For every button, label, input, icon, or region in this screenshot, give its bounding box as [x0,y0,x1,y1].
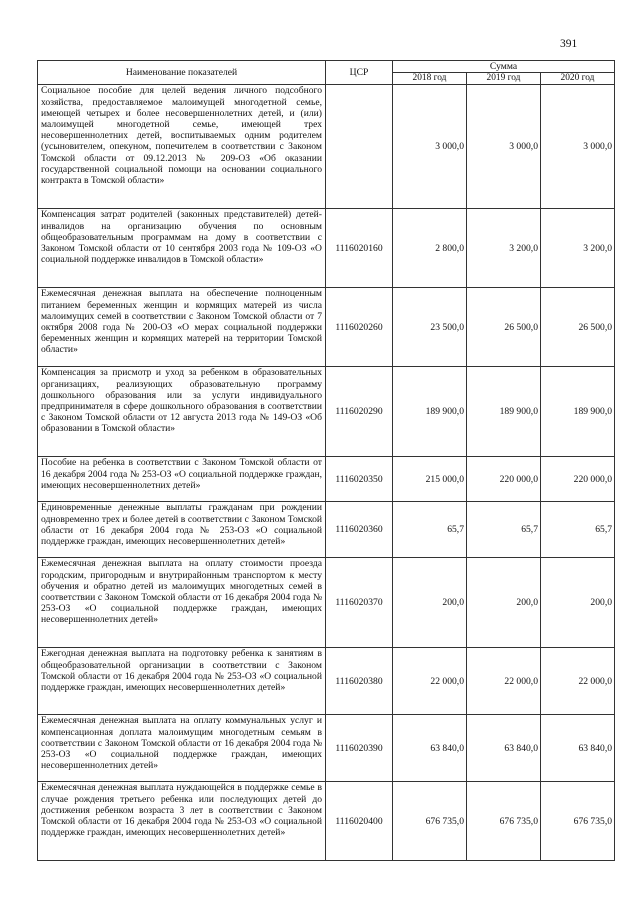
row-value-2019: 65,7 [467,502,541,558]
row-name-cell: Ежемесячная денежная выплата на оплату коммунальных услуг и компенсационная доплата малоимущим многодетным семьям в соответствии с Законом Томской области от 16 декабря 2004 года № 253-ОЗ «О социальной поддержке граждан, имеющих несовершеннолетних детей» [38,715,326,782]
row-csr-cell: 1116020350 [326,457,393,502]
page-number: 391 [560,38,578,50]
table-row [38,288,615,367]
row-value-2020: 220 000,0 [541,457,615,502]
row-value-2019: 26 500,0 [467,288,541,367]
row-name-cell: Компенсация затрат родителей (законных представителей) детей-инвалидов на организацию обучения по основным общеобразовательным программам на дому в соответствии с Законом Томской области от 10 сентября 2003 года № 109-ОЗ «О социальной поддержке инвалидов в Томской области» [38,209,326,288]
table-row [38,457,615,502]
row-csr-cell: 1116020290 [326,367,393,457]
row-value-2019: 189 900,0 [467,367,541,457]
row-value-2018: 200,0 [393,558,467,648]
row-value-2019: 3 200,0 [467,209,541,288]
column-header-name: Наименование показателей [38,61,326,85]
row-name-cell: Ежемесячная денежная выплата на оплату стоимости проезда городским, пригородным и внутрирайонным транспортом к месту обучения и обратно детей из малоимущих многодетных семей в соответствии с Законом Томской области от 16 декабря 2004 года № 253-ОЗ «О социальной поддержке граждан, имеющих несовершеннолетних детей» [38,558,326,648]
column-header-csr: ЦСР [326,61,393,85]
row-value-2020: 3 200,0 [541,209,615,288]
row-value-2018: 676 735,0 [393,782,467,861]
row-value-2020: 65,7 [541,502,615,558]
table-row [38,558,615,648]
row-value-2018: 215 000,0 [393,457,467,502]
table-row [38,209,615,288]
table-body [38,85,615,861]
row-csr-cell: 1116020390 [326,715,393,782]
row-name-cell: Социальное пособие для целей ведения личного подсобного хозяйства, предоставляемое малоимущей многодетной семье, имеющей четырех и более несовершеннолетних детей, и (или) малоимущей многодетной семье, имеющей трех несовершеннолетних детей, воспитываемых одним родителем (усыновителем, опекуном, попечителем в соответствии с Законом Томской области от 09.12.2013 № 209-ОЗ «Об оказании государственной социальной помощи на основании социального контракта в Томской области» [38,85,326,209]
row-value-2020: 676 735,0 [541,782,615,861]
row-name-cell: Ежегодная денежная выплата на подготовку ребенка к занятиям в общеобразовательной организации в соответствии с Законом Томской области от 16 декабря 2004 года № 253-ОЗ «О социальной поддержке граждан, имеющих несовершеннолетних детей» [38,648,326,715]
row-value-2020: 200,0 [541,558,615,648]
table-row [38,648,615,715]
row-value-2018: 23 500,0 [393,288,467,367]
row-value-2019: 22 000,0 [467,648,541,715]
row-value-2019: 676 735,0 [467,782,541,861]
table-row [38,367,615,457]
row-name-cell: Компенсация за присмотр и уход за ребенком в образовательных организациях, реализующих образовательную программу дошкольного образования или за услуги индивидуального предпринимателя в сфере дошкольного образования в соответствии с Законом Томской области от 12 августа 2013 года № 149-ОЗ «Об образовании в Томской области» [38,367,326,457]
row-value-2018: 63 840,0 [393,715,467,782]
row-name-cell: Ежемесячная денежная выплата нуждающейся в поддержке семье в случае рождения третьего ребенка или последующих детей до достижения ребенком возраста 3 лет в соответствии с Законом Томской области от 16 декабря 2004 года № 253-ОЗ «О социальной поддержке граждан, имеющих несовершеннолетних детей» [38,782,326,861]
table-row [38,782,615,861]
row-csr-cell: 1116020360 [326,502,393,558]
row-value-2018: 22 000,0 [393,648,467,715]
column-header-2019: 2019 год [467,73,541,85]
row-value-2018: 2 800,0 [393,209,467,288]
row-value-2019: 3 000,0 [467,85,541,209]
row-value-2018: 3 000,0 [393,85,467,209]
column-header-sum: Сумма [393,61,615,73]
row-value-2020: 63 840,0 [541,715,615,782]
row-value-2019: 200,0 [467,558,541,648]
table-row [38,715,615,782]
row-value-2020: 22 000,0 [541,648,615,715]
row-value-2020: 3 000,0 [541,85,615,209]
row-csr-cell: 1116020260 [326,288,393,367]
budget-table [37,60,615,861]
row-csr-cell: 1116020380 [326,648,393,715]
table-row [38,502,615,558]
table-row [38,85,615,209]
row-name-cell: Единовременные денежные выплаты гражданам при рождении одновременно трех и более детей в соответствии с Законом Томской области от 16 декабря 2004 года № 253-ОЗ «О социальной поддержке граждан, имеющих несовершеннолетних детей» [38,502,326,558]
row-name-cell: Ежемесячная денежная выплата на обеспечение полноценным питанием беременных женщин и кормящих матерей из числа малоимущих семей в соответствии с Законом Томской области от 7 октября 2008 года № 200-ОЗ «О мерах социальной поддержки беременных женщин и кормящих матерей на территории Томской области» [38,288,326,367]
row-value-2019: 63 840,0 [467,715,541,782]
row-value-2018: 189 900,0 [393,367,467,457]
row-csr-cell: 1116020400 [326,782,393,861]
column-header-2020: 2020 год [541,73,615,85]
row-value-2018: 65,7 [393,502,467,558]
row-csr-cell: 1116020370 [326,558,393,648]
row-name-cell: Пособие на ребенка в соответствии с Законом Томской области от 16 декабря 2004 года № 253-ОЗ «О социальной поддержке граждан, имеющих несовершеннолетних детей» [38,457,326,502]
row-csr-cell: 1116020160 [326,209,393,288]
column-header-2018: 2018 год [393,73,467,85]
row-csr-cell [326,85,393,209]
row-value-2019: 220 000,0 [467,457,541,502]
row-value-2020: 189 900,0 [541,367,615,457]
row-value-2020: 26 500,0 [541,288,615,367]
